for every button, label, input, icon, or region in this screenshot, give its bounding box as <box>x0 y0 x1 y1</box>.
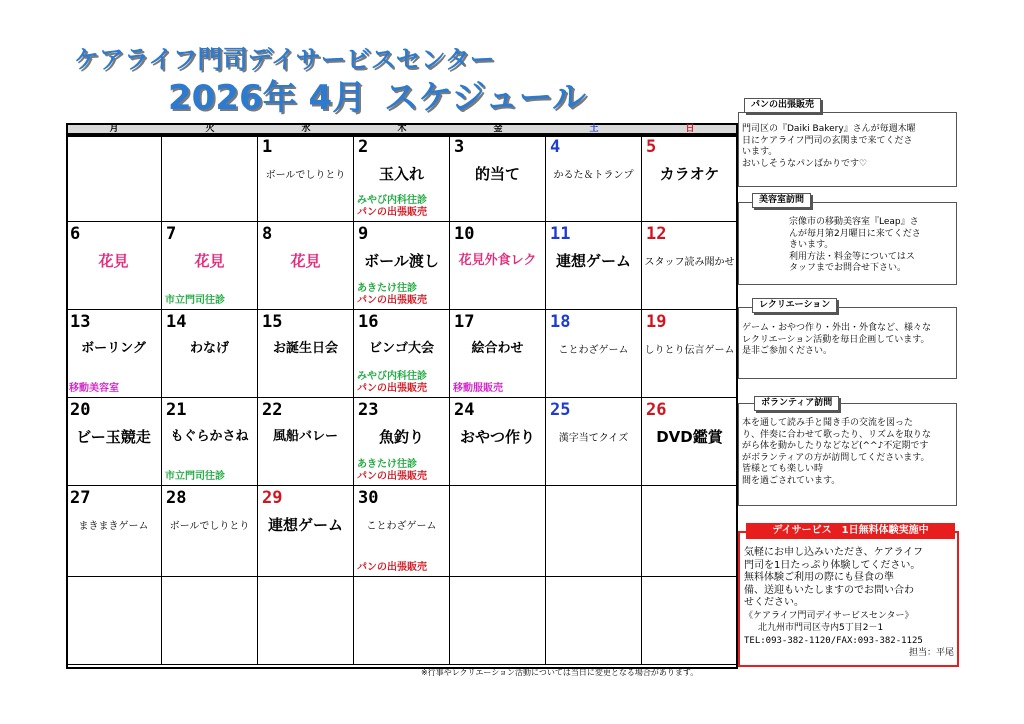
day-number: 13 <box>70 312 91 332</box>
day-number: 16 <box>358 312 379 332</box>
day-cell <box>258 310 354 398</box>
bread-sale-box <box>738 112 957 187</box>
event-label: 絵合わせ <box>471 341 524 356</box>
schedule-label: スケジュール <box>384 78 587 118</box>
day-cell <box>450 310 546 398</box>
day-number: 30 <box>358 488 379 508</box>
event-label: もぐらかさね <box>170 429 249 444</box>
day-number: 19 <box>646 312 667 332</box>
visit-note: あきたけ往診 <box>357 283 417 294</box>
visit-note: パンの出張販売 <box>357 295 427 306</box>
event-label: ボールでしりとり <box>169 521 250 532</box>
day-number: 12 <box>646 224 667 244</box>
day-number: 14 <box>166 312 187 332</box>
day-cell <box>546 486 642 577</box>
event-label: かるた＆トランプ <box>553 170 634 181</box>
event-label: 漢字当てクイズ <box>558 433 629 444</box>
beauty-line: タッフまでお問合せ下さい。 <box>789 263 907 273</box>
day-number: 20 <box>70 400 91 420</box>
day-cell <box>450 222 546 310</box>
weekday-4: 木 <box>397 124 407 134</box>
beauty-line: 宗像市の移動美容室『Leap』さ <box>789 217 919 227</box>
recreation-tag: レクリエーション <box>752 298 837 313</box>
bread-line: 門司区の『Daiki Bakery』さんが毎週木曜 <box>742 124 916 134</box>
recreation-line: ゲーム・おやつ作り・外出・外食など、様々な <box>742 323 932 333</box>
day-number: 6 <box>70 224 81 244</box>
day-cell <box>258 135 354 222</box>
visit-note: 市立門司往診 <box>165 295 225 306</box>
visit-note: パンの出張販売 <box>357 207 427 218</box>
event-label: おやつ作り <box>459 428 535 446</box>
weekday-3: 水 <box>301 124 311 134</box>
event-label: お誕生日会 <box>272 341 338 356</box>
day-cell <box>258 222 354 310</box>
calendar <box>66 123 738 669</box>
day-cell <box>354 486 450 577</box>
visit-note: 市立門司往診 <box>165 471 225 482</box>
beauty-line: きいます。 <box>789 240 834 250</box>
year-month: 2026年 4月 <box>168 78 367 118</box>
day-number: 11 <box>550 224 571 244</box>
day-number: 4 <box>550 137 561 157</box>
day-cell <box>450 486 546 577</box>
event-label: スタッフ読み聞かせ <box>644 257 735 268</box>
day-cell <box>66 577 162 665</box>
visit-note: 移動服販売 <box>453 383 503 394</box>
visit-note: 移動美容室 <box>69 383 119 394</box>
day-number: 18 <box>550 312 571 332</box>
day-number: 29 <box>262 488 283 508</box>
event-label: わなげ <box>189 341 229 356</box>
event-label: 花見外食レク <box>458 253 537 268</box>
day-cell <box>66 310 162 398</box>
event-label: DVD鑑賞 <box>656 428 723 446</box>
event-label: ビー玉競走 <box>76 428 151 446</box>
beauty-line: んが毎月第2月曜日に来てくださ <box>789 228 921 239</box>
day-cell <box>354 222 450 310</box>
beauty-line: 利用方法・料金等についてはス <box>789 251 915 262</box>
day-number: 22 <box>262 400 283 420</box>
day-cell <box>642 222 738 310</box>
day-number: 2 <box>358 137 369 157</box>
free-trial-tag: デイサービス 1日無料体験実施中 <box>746 523 955 539</box>
event-label: ボール渡し <box>364 252 439 270</box>
volunteer-line: がボランティアの方が訪問してくださいます。 <box>742 452 930 463</box>
day-cell <box>450 135 546 222</box>
volunteer-line: り、伴奏に合わせて歌ったり、リズムを取りな <box>742 429 931 440</box>
event-label: 風船バレー <box>272 429 338 444</box>
day-cell <box>258 486 354 577</box>
day-cell <box>258 398 354 486</box>
day-number: 8 <box>262 224 273 244</box>
day-cell <box>162 486 258 577</box>
day-number: 17 <box>454 312 475 332</box>
weekday-2: 火 <box>205 124 215 134</box>
day-number: 3 <box>454 137 465 157</box>
weekday-1: 月 <box>109 124 119 134</box>
recreation-line: レクリエーション活動を毎日企画しています。 <box>742 334 930 345</box>
day-number: 27 <box>70 488 91 508</box>
day-number: 23 <box>358 400 379 420</box>
day-number: 7 <box>166 224 177 244</box>
event-label: ボーリング <box>81 341 146 356</box>
trial-staff: 担当：平尾 <box>908 648 954 658</box>
trial-address: 北九州市門司区寺内5丁目2－1 <box>758 623 884 633</box>
event-label: ことわざゲーム <box>558 345 629 356</box>
visit-note: パンの出張販売 <box>357 471 427 482</box>
event-label: ことわざゲーム <box>366 521 437 532</box>
day-cell <box>546 135 642 222</box>
weekday-6: 土 <box>589 124 599 134</box>
day-cell <box>258 577 354 665</box>
volunteer-line: 間を過ごされています。 <box>742 475 841 486</box>
volunteer-box <box>738 403 957 506</box>
day-cell <box>546 577 642 665</box>
recreation-text <box>742 323 931 358</box>
day-cell <box>162 135 258 222</box>
event-label: 花見 <box>290 252 321 270</box>
event-label: まきまきゲーム <box>78 521 149 532</box>
bread-line: います。 <box>742 147 778 157</box>
day-cell <box>354 135 450 222</box>
trial-line: 門司を1日たっぷり体験してください。 <box>744 559 921 571</box>
beauty-visit-box <box>738 202 957 285</box>
visit-note: みやび内科往診 <box>357 371 427 382</box>
recreation-line: 是非ご参加ください。 <box>742 346 833 356</box>
bread-line: おいしそうなパンばかりです♡ <box>742 158 868 169</box>
visit-note: パンの出張販売 <box>357 383 427 394</box>
visit-note: パンの出張販売 <box>357 562 427 573</box>
footnote: ※行事やレクリエーション活動については当日に変更となる場合があります。 <box>421 668 699 677</box>
day-number: 24 <box>454 400 475 420</box>
day-number: 1 <box>262 137 273 157</box>
trial-tel: TEL:093-382-1120/FAX:093-382-1125 <box>744 635 923 646</box>
event-label: 花見 <box>194 252 225 270</box>
day-cell <box>162 577 258 665</box>
event-label: ボールでしりとり <box>265 170 346 181</box>
weekday-5: 金 <box>493 124 503 134</box>
day-number: 25 <box>550 400 571 420</box>
trial-line: 無料体験ご利用の際にも昼食の準 <box>744 572 894 583</box>
event-label: ビンゴ大会 <box>368 341 434 356</box>
day-cell <box>66 486 162 577</box>
event-label: 連想ゲーム <box>267 516 343 534</box>
event-label: 花見 <box>98 252 129 270</box>
day-number: 15 <box>262 312 283 332</box>
volunteer-text <box>742 418 931 487</box>
day-number: 28 <box>166 488 187 508</box>
volunteer-tag: ボランティア訪問 <box>754 396 839 411</box>
day-cell <box>66 222 162 310</box>
day-cell <box>162 398 258 486</box>
day-cell <box>162 222 258 310</box>
day-cell <box>642 135 738 222</box>
day-cell <box>546 398 642 486</box>
volunteer-line: がら体を動かしたりなどなど(^^♪不定期です <box>742 441 929 451</box>
day-cell <box>354 310 450 398</box>
trial-line: 気軽にお申し込みいただき、ケアライフ <box>744 547 923 558</box>
free-trial-box <box>738 531 959 667</box>
day-number: 9 <box>358 224 369 244</box>
day-number: 21 <box>166 400 187 420</box>
day-cell <box>450 398 546 486</box>
day-number: 26 <box>646 400 667 420</box>
day-cell <box>642 486 738 577</box>
volunteer-line: 皆様とても楽しい時 <box>742 464 824 474</box>
day-cell <box>642 577 738 665</box>
schedule-title <box>168 70 586 119</box>
beauty-visit-tag: 美容室訪問 <box>752 193 811 208</box>
event-label: 的当て <box>474 165 520 183</box>
day-cell <box>450 577 546 665</box>
day-cell <box>66 398 162 486</box>
trial-line: 備、送迎もいたしますのでお問い合わ <box>744 584 914 596</box>
facility-title: ケアライフ門司デイサービスセンター <box>74 45 495 74</box>
visit-note: あきたけ往診 <box>357 459 417 470</box>
bread-sale-text <box>742 124 916 170</box>
recreation-box <box>738 307 957 379</box>
day-cell <box>162 310 258 398</box>
day-cell <box>354 577 450 665</box>
volunteer-line: 本を通して読み手と聞き手の交流を図った <box>742 418 914 428</box>
event-label: 魚釣り <box>378 428 424 446</box>
day-number: 10 <box>454 224 475 244</box>
bread-line: 日にケアライフ門司の玄関まで来てくださ <box>742 135 913 146</box>
visit-note: みやび内科往診 <box>357 195 427 206</box>
event-label: しりとり伝言ゲーム <box>644 345 735 356</box>
day-cell <box>642 398 738 486</box>
weekday-7: 日 <box>685 124 695 134</box>
trial-line: せください。 <box>744 597 804 608</box>
day-number: 5 <box>646 137 657 157</box>
event-label: 玉入れ <box>378 165 424 183</box>
bread-sale-tag: パンの出張販売 <box>744 98 821 113</box>
trial-org: 《ケアライフ門司デイサービスセンター》 <box>744 610 914 621</box>
day-cell <box>354 398 450 486</box>
free-trial-text <box>744 547 954 660</box>
day-cell <box>546 310 642 398</box>
event-label: カラオケ <box>659 165 720 183</box>
event-label: 連想ゲーム <box>555 252 631 270</box>
day-cell <box>546 222 642 310</box>
beauty-visit-text <box>789 217 921 275</box>
day-cell <box>66 135 162 222</box>
day-cell <box>642 310 738 398</box>
